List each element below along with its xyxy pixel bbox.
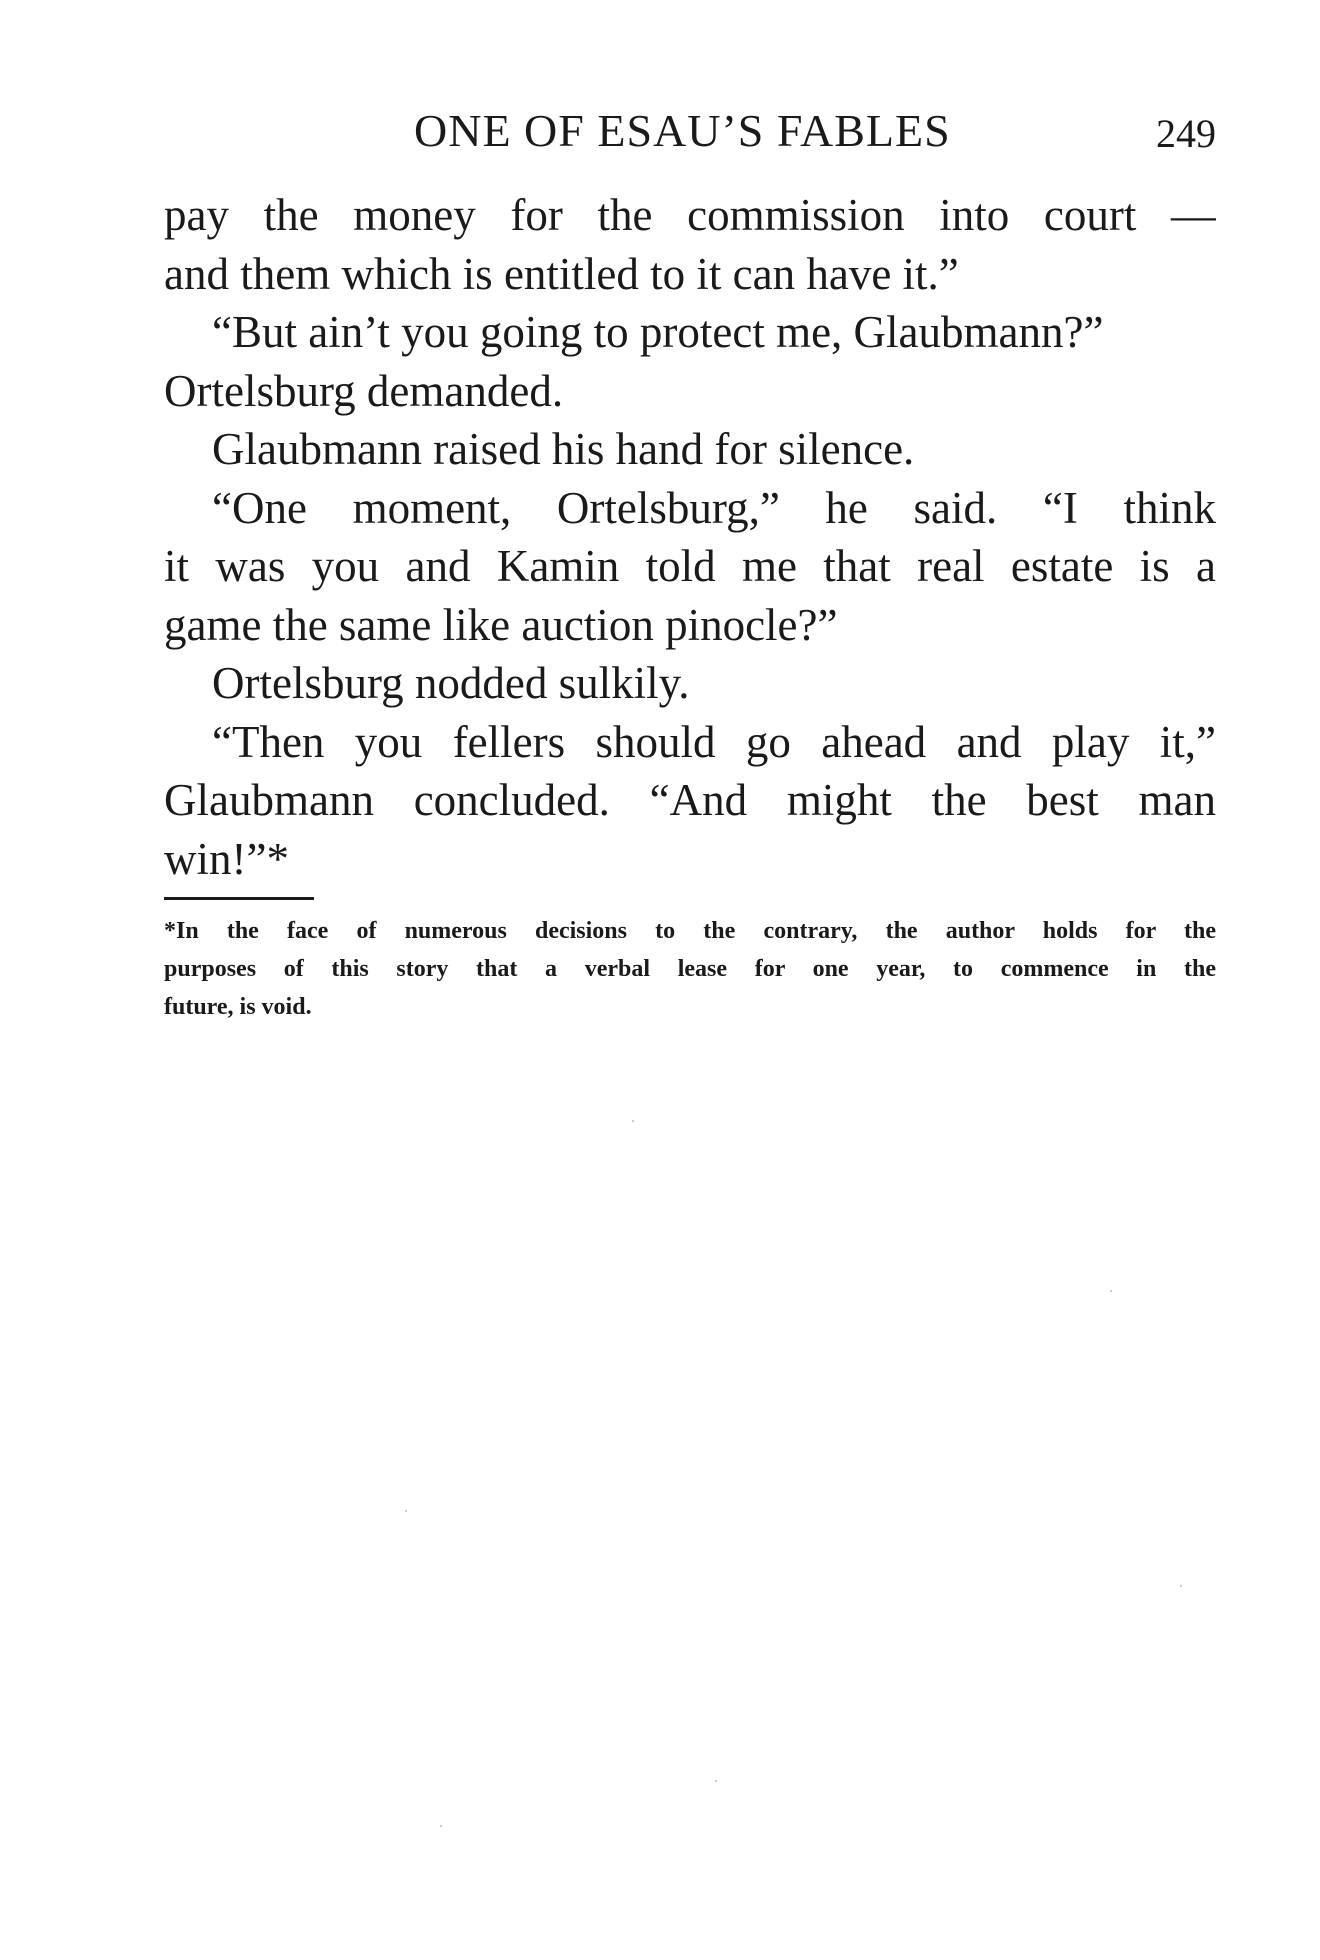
paper-speck [405, 1510, 407, 1512]
text-line: Ortelsburg nodded sulkily. [212, 658, 690, 708]
text-line: game the same like auction pinocle?” [164, 599, 838, 650]
footnote-rule [164, 897, 314, 900]
running-title: ONE OF ESAU’S FABLES [414, 105, 951, 156]
running-head [164, 104, 1216, 164]
text-line: and them which is entitled to it can have it.” [164, 248, 959, 299]
body-text [164, 186, 1216, 888]
text-line: Glaubmann raised his hand for silence. [212, 424, 915, 474]
footnote-line: future, is void. [164, 994, 312, 1020]
text-line: “But ain’t you going to protect me, Glaubmann?” [212, 307, 1104, 357]
text-line: win!”* [164, 833, 289, 884]
page-number: 249 [1156, 111, 1216, 156]
text-line: “One moment, Ortelsburg,” he said. “I think [212, 482, 1216, 533]
footnote-line: purposes of this story that a verbal lease for one year, to commence in the [164, 956, 1216, 982]
paper-speck [440, 1825, 442, 1827]
footnote [164, 912, 1216, 1026]
paper-speck [715, 1780, 717, 1782]
paper-speck [1110, 1290, 1112, 1292]
text-line: it was you and Kamin told me that real estate is a [164, 541, 1216, 591]
paper-speck [632, 1120, 634, 1122]
text-line: Glaubmann concluded. “And might the best man [164, 775, 1216, 825]
text-line: “Then you fellers should go ahead and play it,” [212, 716, 1216, 767]
text-line: Ortelsburg demanded. [164, 365, 564, 416]
paper-speck [1180, 1585, 1182, 1587]
footnote-line: *In the face of numerous decisions to the contrary, the author holds for the [164, 918, 1216, 944]
text-line: pay the money for the commission into court — [164, 190, 1216, 240]
